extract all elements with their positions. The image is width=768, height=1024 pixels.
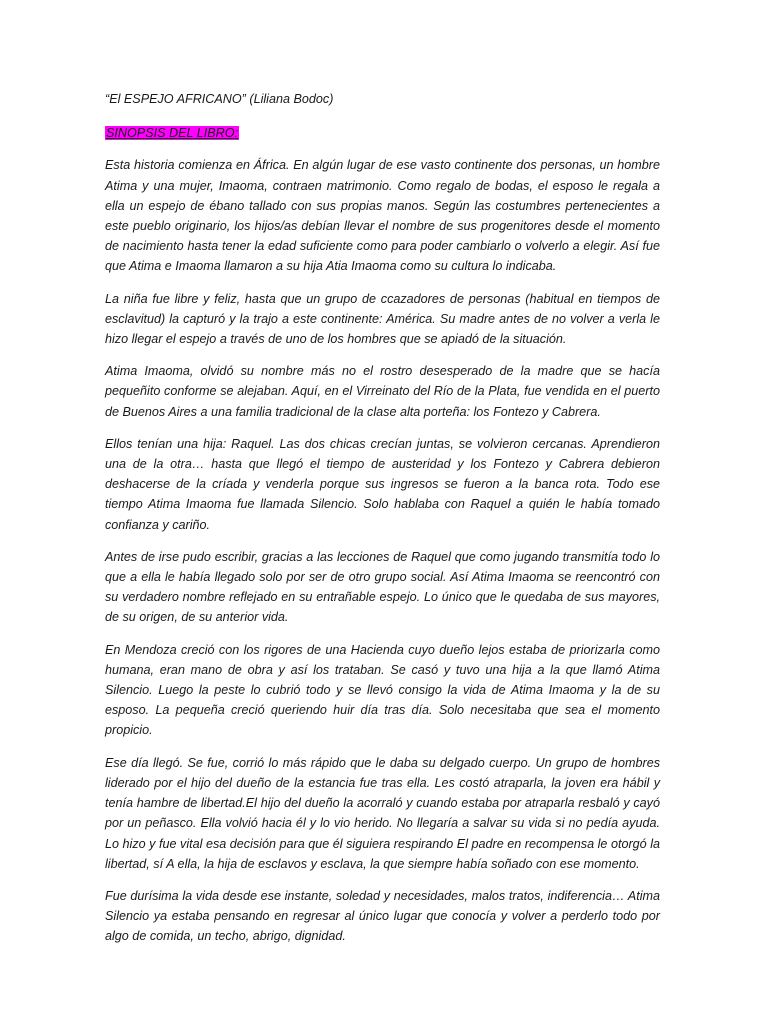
paragraph-8: Fue durísima la vida desde ese instante, soledad y necesidades, malos tratos, indiferencia… Atima Silencio ya estaba pensando en regresar al único lugar que conocía y volver a perderlo todo por algo de comida, un techo, abrigo, dignidad. bbox=[105, 888, 660, 944]
document-title: “El ESPEJO AFRICANO” (Liliana Bodoc) bbox=[105, 92, 334, 106]
paragraph-5: Antes de irse pudo escribir, gracias a las lecciones de Raquel que como jugando transmitía todo lo que a ella le había llegado solo por ser de otro grupo social. Así Atima Imaoma se reencontró con su verdadero nombre reflejado en su entrañable espejo. Lo único que le quedaba de sus mayores, de su origen, de su anterior vida. bbox=[105, 549, 660, 625]
paragraph-1: Esta historia comienza en África. En algún lugar de ese vasto continente dos personas, un hombre Atima y una mujer, Imaoma, contraen matrimonio. Como regalo de bodas, el esposo le regala a ella un espejo de ébano tallado con sus propias manos. Según las costumbres pertenecientes a este pueblo originario, los hijos/as debían llevar el nombre de sus progenitores desde el momento de nacimiento hasta tener la edad suficiente como para poder cambiarlo o volverlo a elegir. Así fue que Atima e Imaoma llamaron a su hija Atia Imaoma como su cultura lo indicaba. bbox=[105, 158, 660, 274]
paragraph-3: Atima Imaoma, olvidó su nombre más no el rostro desesperado de la madre que se hacía pequeñito conforme se alejaban. Aquí, en el Virreinato del Río de la Plata, fue vendida en el puerto de Buenos Aires a una familia tradicional de la clase alta porteña: los Fontezo y Cabrera. bbox=[105, 364, 660, 419]
paragraph-4: Ellos tenían una hija: Raquel. Las dos chicas crecían juntas, se volvieron cercanas. Aprendieron una de la otra… hasta que llegó el tiempo de austeridad y los Fontezo y Cabrera debieron deshacerse de la críada y venderla porque sus ingresos se fueron a la banca rota. Todo ese tiempo Atima Imaoma fue llamada Silencio. Solo hablaba con Raquel a quién le había tomado confianza y cariño. bbox=[105, 436, 660, 532]
section-heading bbox=[105, 123, 660, 143]
paragraph-6: En Mendoza creció con los rigores de una Hacienda cuyo dueño lejos estaba de priorizarla como humana, eran mano de obra y así los trataban. Se casó y tuvo una hija a la que llamó Atima Silencio. Luego la peste lo cubrió todo y se llevó consigo la vida de Atima Imaoma y la de su esposo. La pequeña creció queriendo huir día tras día. Solo necesitaba que sea el momento propicio. bbox=[105, 642, 660, 738]
document-body bbox=[105, 89, 660, 959]
section-heading-highlight: SINOPSIS DEL LIBRO: bbox=[106, 126, 239, 141]
paragraph-2: La niña fue libre y feliz, hasta que un grupo de ccazadores de personas (habitual en tiempos de esclavitud) la capturó y la trajo a este continente: América. Su madre antes de no volver a verla le hizo llegar el espejo a través de uno de los hombres que se apiadó de la situación. bbox=[105, 291, 660, 347]
paragraph-7: Ese día llegó. Se fue, corrió lo más rápido que le daba su delgado cuerpo. Un grupo de hombres liderado por el hijo del dueño de la estancia fue tras ella. Les costó atraparla, la joven era hábil y tenía hambre de libertad.El hijo del dueño la acorraló y cuando estaba por atraparla resbaló y cayó por un peñasco. Ella volvió hacia él y lo vio herido. No llegaría a salvar su vida si no pedía ayuda. Lo hizo y fue vital esa decisión para que él siguiera respirando El padre en recompensa le otorgó la libertad, sí A ella, la hija de esclavos y esclava, la que siempre había soñado con ese momento. bbox=[105, 755, 660, 871]
